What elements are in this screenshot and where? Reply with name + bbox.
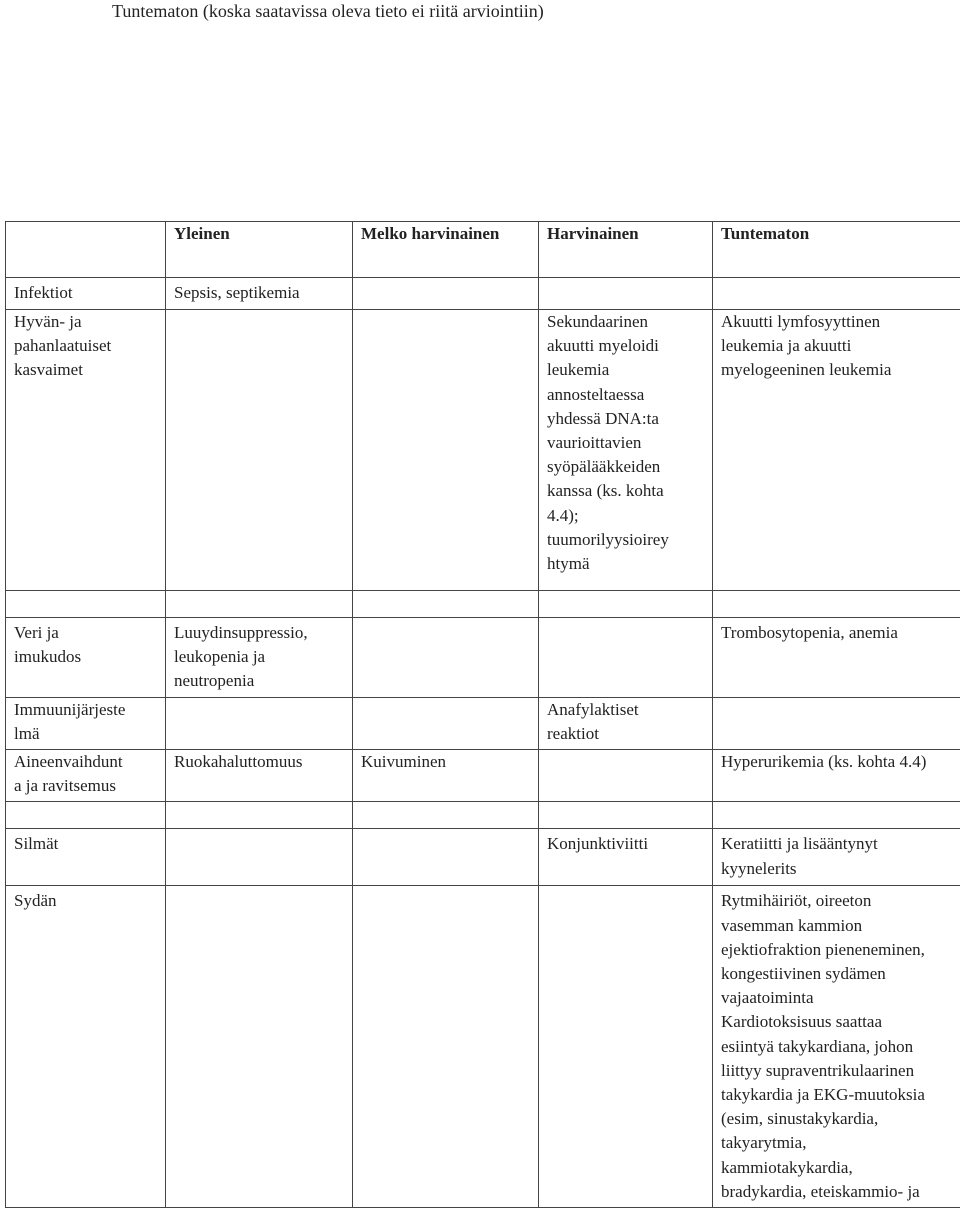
table-row bbox=[6, 591, 960, 618]
cell-melko-harvinainen bbox=[353, 618, 539, 698]
cell-harvinainen bbox=[539, 886, 713, 1208]
empty-cell bbox=[166, 591, 353, 618]
cell-tuntematon bbox=[713, 697, 960, 749]
table-row bbox=[6, 802, 960, 829]
organ-cell: Aineenvaihdunt a ja ravitsemus bbox=[6, 750, 166, 802]
empty-cell bbox=[353, 591, 539, 618]
organ-cell: Veri ja imukudos bbox=[6, 618, 166, 698]
adverse-effects-table bbox=[5, 221, 960, 1208]
cell-yleinen: Sepsis, septikemia bbox=[166, 278, 353, 310]
cell-tuntematon: Akuutti lymfosyyttinen leukemia ja akuutti myelogeeninen leukemia bbox=[713, 310, 960, 591]
frequency-note: Tuntematon (koska saatavissa oleva tieto ei riitä arviointiin) bbox=[112, 1, 544, 21]
cell-harvinainen: Konjunktiviitti bbox=[539, 829, 713, 886]
header-row bbox=[6, 222, 960, 278]
cell-yleinen: Luuydinsuppressio, leukopenia ja neutropenia bbox=[166, 618, 353, 698]
cell-tuntematon: Rytmihäiriöt, oireeton vasemman kammion ejektiofraktion pieneneminen, kongestiivinen sydämen vajaatoiminta Kardiotoksisuus saattaa esiintyä takykardiana, johon liittyy supraventrikulaarinen takykardia ja EKG-muutoksia (esim, sinustakykardia, takyarytmia, kammiotakykardia, bradykardia, eteiskammio- ja bbox=[713, 886, 960, 1208]
empty-cell bbox=[539, 802, 713, 829]
cell-tuntematon: Hyperurikemia (ks. kohta 4.4) bbox=[713, 750, 960, 802]
cell-tuntematon: Trombosytopenia, anemia bbox=[713, 618, 960, 698]
table-row bbox=[6, 697, 960, 749]
cell-melko-harvinainen bbox=[353, 697, 539, 749]
header-organ bbox=[6, 222, 166, 278]
cell-yleinen bbox=[166, 310, 353, 591]
table-row bbox=[6, 310, 960, 591]
organ-cell: Sydän bbox=[6, 886, 166, 1208]
cell-melko-harvinainen bbox=[353, 829, 539, 886]
header-yleinen: Yleinen bbox=[166, 222, 353, 278]
cell-melko-harvinainen bbox=[353, 278, 539, 310]
empty-cell bbox=[713, 591, 960, 618]
organ-cell: Hyvän- ja pahanlaatuiset kasvaimet bbox=[6, 310, 166, 591]
empty-cell bbox=[166, 802, 353, 829]
cell-tuntematon bbox=[713, 278, 960, 310]
cell-yleinen: Ruokahaluttomuus bbox=[166, 750, 353, 802]
table-row bbox=[6, 829, 960, 886]
cell-harvinainen bbox=[539, 750, 713, 802]
empty-cell bbox=[713, 802, 960, 829]
empty-cell bbox=[539, 591, 713, 618]
organ-cell: Immuunijärjeste lmä bbox=[6, 697, 166, 749]
empty-cell bbox=[6, 802, 166, 829]
table-row bbox=[6, 886, 960, 1208]
organ-cell: Infektiot bbox=[6, 278, 166, 310]
cell-yleinen bbox=[166, 886, 353, 1208]
cell-harvinainen: Anafylaktiset reaktiot bbox=[539, 697, 713, 749]
header-harvinainen: Harvinainen bbox=[539, 222, 713, 278]
cell-yleinen bbox=[166, 697, 353, 749]
table-row bbox=[6, 278, 960, 310]
cell-melko-harvinainen: Kuivuminen bbox=[353, 750, 539, 802]
cell-melko-harvinainen bbox=[353, 310, 539, 591]
cell-yleinen bbox=[166, 829, 353, 886]
cell-harvinainen: Sekundaarinen akuutti myeloidi leukemia annosteltaessa yhdessä DNA:ta vaurioittavien syöpälääkkeiden kanssa (ks. kohta 4.4); tuumorilyysioirey htymä bbox=[539, 310, 713, 591]
table-row bbox=[6, 618, 960, 698]
header-tuntematon: Tuntematon bbox=[713, 222, 960, 278]
header-melko-harvinainen: Melko harvinainen bbox=[353, 222, 539, 278]
cell-melko-harvinainen bbox=[353, 886, 539, 1208]
cell-tuntematon: Keratiitti ja lisääntynyt kyynelerits bbox=[713, 829, 960, 886]
table-row bbox=[6, 750, 960, 802]
empty-cell bbox=[6, 591, 166, 618]
cell-harvinainen bbox=[539, 618, 713, 698]
organ-cell: Silmät bbox=[6, 829, 166, 886]
empty-cell bbox=[353, 802, 539, 829]
cell-harvinainen bbox=[539, 278, 713, 310]
